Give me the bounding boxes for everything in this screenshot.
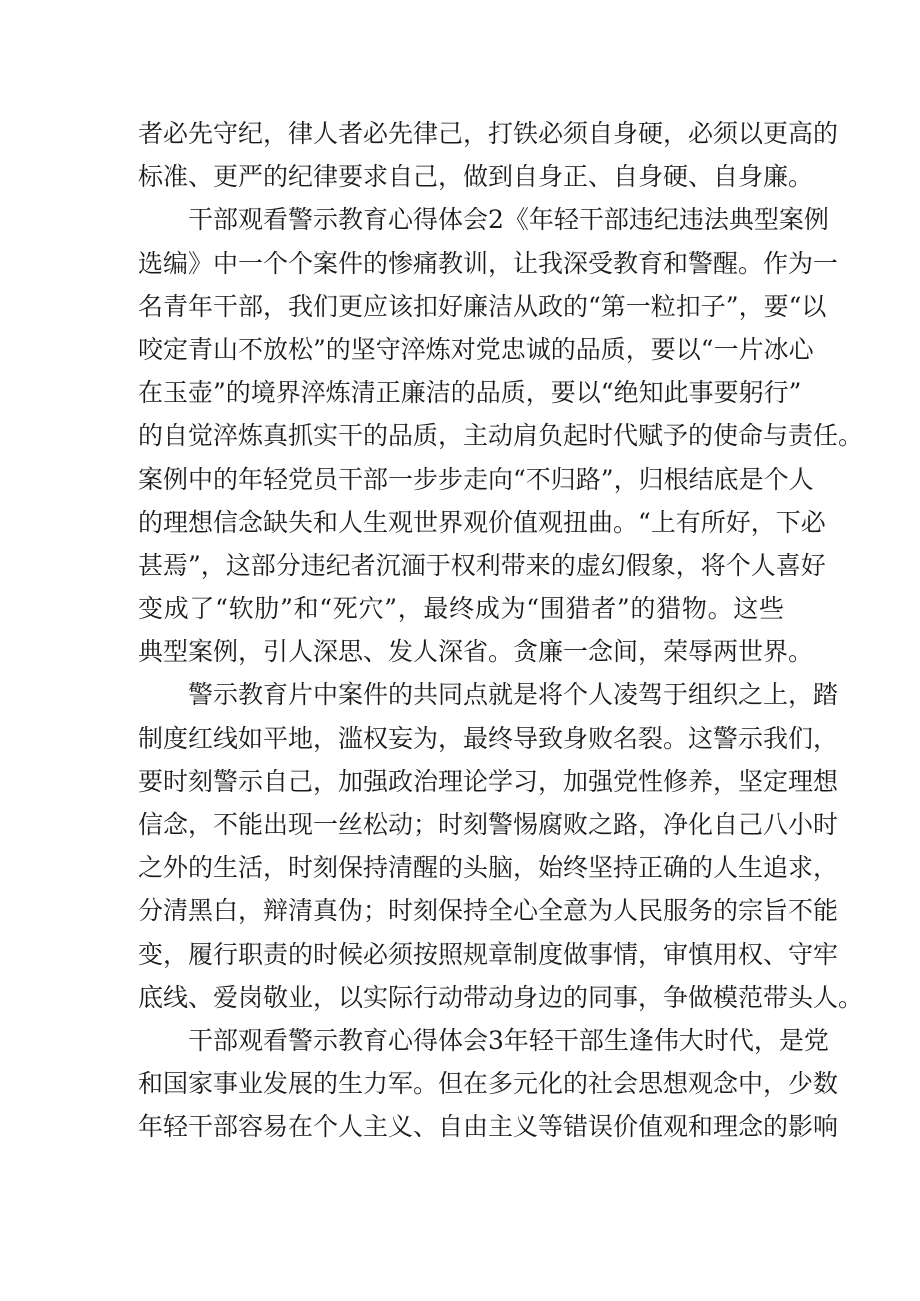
text-line: 的理想信念缺失和人生观世界观价值观扭曲。“上有所好，下必	[138, 507, 826, 537]
text-line: 标准、更严的纪律要求自己，做到自身正、自身硬、自身廉。	[138, 162, 814, 192]
text-line: 在玉壶”的境界淬炼清正廉洁的品质，要以“绝知此事要躬行”	[138, 378, 802, 408]
text-line: 要时刻警示自己，加强政治理论学习，加强党性修养，坚定理想	[138, 766, 839, 796]
text-line: 的自觉淬炼真抓实干的品质，主动肩负起时代赋予的使命与责任。	[138, 421, 864, 451]
text-line: 警示教育片中案件的共同点就是将个人凌驾于组织之上，踏	[188, 680, 839, 710]
text-line: 变成了“软肋”和“死穴”，最终成为“围猎者”的猎物。这些	[138, 594, 784, 624]
text-line: 者必先守纪，律人者必先律己，打铁必须自身硬，必须以更高的	[138, 119, 839, 148]
text-line: 之外的生活，时刻保持清醒的头脑，始终坚持正确的人生追求，	[138, 853, 839, 883]
text-line: 干部观看警示教育心得体会3年轻干部生逢伟大时代，是党	[188, 1025, 829, 1055]
text-line: 分清黑白，辩清真伪；时刻保持全心全意为人民服务的宗旨不能	[138, 896, 839, 926]
text-line: 年轻干部容易在个人主义、自由主义等错误价值观和理念的影响	[138, 1112, 839, 1142]
text-line: 选编》中一个个案件的惨痛教训，让我深受教育和警醒。作为一	[138, 248, 839, 278]
document-body	[138, 112, 864, 1149]
text-line: 典型案例，引人深思、发人深省。贪廉一念间，荣辱两世界。	[138, 637, 814, 667]
text-line: 制度红线如平地，滥权妄为，最终导致身败名裂。这警示我们，	[138, 723, 839, 753]
text-line: 底线、爱岗敬业，以实际行动带动身边的同事，争做模范带头人。	[138, 982, 864, 1012]
text-line: 案例中的年轻党员干部一步步走向“不归路”，归根结底是个人	[138, 464, 814, 494]
text-line: 咬定青山不放松”的坚守淬炼对党忠诚的品质，要以“一片冰心	[138, 334, 814, 364]
text-line: 甚焉”，这部分违纪者沉湎于权利带来的虚幻假象，将个人喜好	[138, 550, 826, 580]
text-line: 和国家事业发展的生力军。但在多元化的社会思想观念中，少数	[138, 1069, 839, 1099]
text-line: 名青年干部，我们更应该扣好廉洁从政的“第一粒扣子”，要“以	[138, 291, 827, 321]
text-line: 变，履行职责的时候必须按照规章制度做事情，审慎用权、守牢	[138, 939, 839, 969]
text-line: 干部观看警示教育心得体会2《年轻干部违纪违法典型案例	[188, 205, 829, 235]
text-line: 信念，不能出现一丝松动；时刻警惕腐败之路，净化自己八小时	[138, 810, 839, 839]
